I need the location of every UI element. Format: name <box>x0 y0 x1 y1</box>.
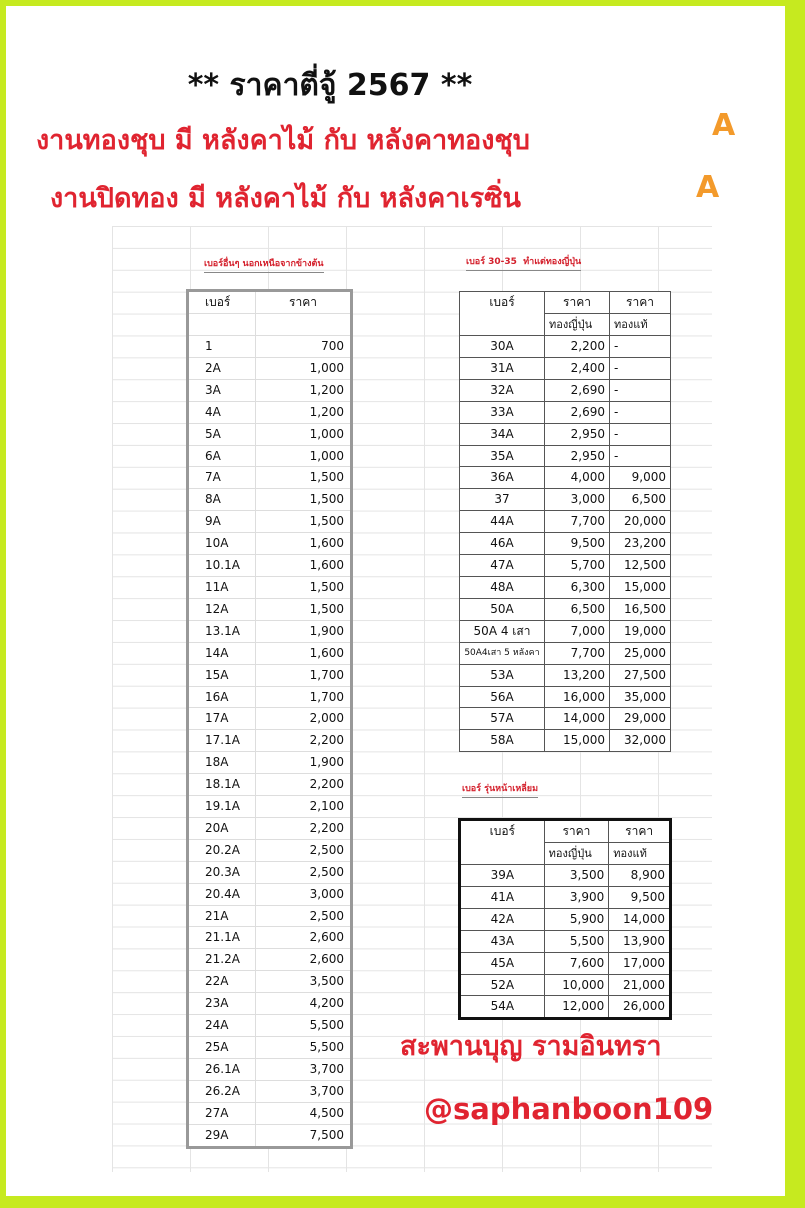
cell-number: 50A 4 เสา <box>460 620 545 642</box>
cell-number: 20.2A <box>188 839 256 861</box>
table-row <box>188 927 352 949</box>
table-header-row <box>460 820 671 843</box>
cell-number: 10A <box>188 533 256 555</box>
cell-number: 42A <box>460 908 545 930</box>
cell-number: 5A <box>188 423 256 445</box>
table-row <box>188 445 352 467</box>
cell-price: 1,500 <box>256 598 352 620</box>
cell-number: 39A <box>460 865 545 887</box>
cell-price: 1,500 <box>256 489 352 511</box>
table-header-row <box>460 292 671 314</box>
cell-price-japanese: 5,900 <box>544 908 609 930</box>
cell-number: 27A <box>188 1102 256 1124</box>
cell-price-real: - <box>610 379 671 401</box>
cell-number: 14A <box>188 642 256 664</box>
table-row <box>460 533 671 555</box>
table-row <box>188 533 352 555</box>
cell-number: 1 <box>188 336 256 358</box>
table-row <box>188 774 352 796</box>
cell-number: 23A <box>188 993 256 1015</box>
cell-price-japanese: 14,000 <box>545 708 610 730</box>
cell-price: 2,500 <box>256 839 352 861</box>
cell-price-japanese: 3,000 <box>545 489 610 511</box>
cell-number: 19.1A <box>188 796 256 818</box>
cell-price-japanese: 7,700 <box>545 642 610 664</box>
cell-price-real: 32,000 <box>610 730 671 752</box>
cell-number: 36A <box>460 467 545 489</box>
cell-price-real: 35,000 <box>610 686 671 708</box>
table-row <box>460 620 671 642</box>
table-row <box>188 511 352 533</box>
cell-number: 45A <box>460 952 545 974</box>
table-row <box>188 664 352 686</box>
cell-price: 2,200 <box>256 774 352 796</box>
cell-price-real: 8,900 <box>609 865 671 887</box>
table-row <box>188 336 352 358</box>
table-row <box>460 664 671 686</box>
cell-number: 56A <box>460 686 545 708</box>
cell-number: 25A <box>188 1037 256 1059</box>
cell-price-real: 6,500 <box>610 489 671 511</box>
cell-price: 1,700 <box>256 664 352 686</box>
cell-number: 57A <box>460 708 545 730</box>
cell-number: 50A <box>460 598 545 620</box>
cell-price-real: 9,500 <box>609 886 671 908</box>
cell-price-real: 21,000 <box>609 974 671 996</box>
cell-price-japanese: 9,500 <box>545 533 610 555</box>
table-row <box>460 511 671 533</box>
cell-price-japanese: 2,690 <box>545 379 610 401</box>
cell-price-real: 13,900 <box>609 930 671 952</box>
table-row <box>188 1015 352 1037</box>
cell-number: 16A <box>188 686 256 708</box>
header-price-japanese: ราคา <box>544 820 609 843</box>
table-row <box>460 642 671 664</box>
cell-price: 5,500 <box>256 1015 352 1037</box>
cell-number: 13.1A <box>188 620 256 642</box>
subtitle-gold-plated: งานทองชุบ มี หลังคาไม้ กับ หลังคาทองชุบ <box>36 125 530 156</box>
header-number: เบอร์ <box>188 291 256 314</box>
table-row <box>188 730 352 752</box>
table-header-row <box>188 291 352 314</box>
cell-price: 700 <box>256 336 352 358</box>
cell-price: 1,600 <box>256 555 352 577</box>
table-row <box>460 598 671 620</box>
cell-price-japanese: 3,900 <box>544 886 609 908</box>
cell-price-real: 23,200 <box>610 533 671 555</box>
table-row <box>188 861 352 883</box>
cell-price: 4,200 <box>256 993 352 1015</box>
cell-price: 1,500 <box>256 576 352 598</box>
table-row <box>188 796 352 818</box>
cell-price-real: 12,500 <box>610 555 671 577</box>
cell-price: 1,500 <box>256 511 352 533</box>
cell-number: 29A <box>188 1124 256 1147</box>
cell-number: 44A <box>460 511 545 533</box>
cell-price: 4,500 <box>256 1102 352 1124</box>
cell-price: 1,900 <box>256 620 352 642</box>
cell-number: 33A <box>460 401 545 423</box>
cell-price-japanese: 7,700 <box>545 511 610 533</box>
table-row <box>188 1037 352 1059</box>
table-row <box>188 467 352 489</box>
cell-price-japanese: 2,950 <box>545 445 610 467</box>
cell-price-japanese: 2,400 <box>545 357 610 379</box>
header-price-real: ราคา <box>609 820 671 843</box>
cell-number: 21.1A <box>188 927 256 949</box>
right-table-label-suffix: ทำแต่ทองญี่ปุ่น <box>523 257 582 267</box>
header-price: ราคา <box>256 291 352 314</box>
table-row <box>188 1124 352 1147</box>
table-row <box>188 1102 352 1124</box>
cell-price-real: 9,000 <box>610 467 671 489</box>
cell-price-real: - <box>610 336 671 358</box>
cell-number: 7A <box>188 467 256 489</box>
social-handle: @saphanboon109 <box>424 1092 714 1126</box>
table-row <box>460 908 671 930</box>
table-row <box>188 905 352 927</box>
cell-price-real: - <box>610 401 671 423</box>
cell-price: 1,000 <box>256 357 352 379</box>
table-row <box>188 555 352 577</box>
table-row <box>460 730 671 752</box>
cell-number: 6A <box>188 445 256 467</box>
cell-price-japanese: 5,700 <box>545 555 610 577</box>
cell-price: 1,200 <box>256 379 352 401</box>
cell-price-japanese: 15,000 <box>545 730 610 752</box>
cell-price-japanese: 2,200 <box>545 336 610 358</box>
header-real-gold: ทองแท้ <box>610 314 671 336</box>
page-title: ** ราคาตี่จู้ 2567 ** <box>187 68 473 103</box>
header-number: เบอร์ <box>460 820 545 865</box>
cell-number: 4A <box>188 401 256 423</box>
cell-number: 37 <box>460 489 545 511</box>
table-row <box>188 993 352 1015</box>
table-row <box>188 883 352 905</box>
cell-number: 46A <box>460 533 545 555</box>
table-row <box>460 886 671 908</box>
table-row <box>188 1058 352 1080</box>
cell-price: 3,700 <box>256 1080 352 1102</box>
cell-number: 8A <box>188 489 256 511</box>
cell-price: 1,900 <box>256 752 352 774</box>
table-row <box>188 839 352 861</box>
shop-name: สะพานบุญ รามอินทรา <box>400 1031 662 1062</box>
cell-number: 20A <box>188 817 256 839</box>
cell-price: 2,600 <box>256 927 352 949</box>
table-header-row-blank <box>188 314 352 336</box>
cell-number: 2A <box>188 357 256 379</box>
cell-number: 12A <box>188 598 256 620</box>
cell-price-japanese: 4,000 <box>545 467 610 489</box>
cell-price: 2,500 <box>256 905 352 927</box>
cell-price: 2,600 <box>256 949 352 971</box>
cell-price: 2,200 <box>256 730 352 752</box>
table-row <box>460 865 671 887</box>
cell-price-japanese: 6,500 <box>545 598 610 620</box>
cell-number: 30A <box>460 336 545 358</box>
table-row <box>460 489 671 511</box>
cell-number: 3A <box>188 379 256 401</box>
header-price-japanese: ราคา <box>545 292 610 314</box>
table-row <box>188 949 352 971</box>
cell-price-real: 16,500 <box>610 598 671 620</box>
cell-price: 1,000 <box>256 423 352 445</box>
table-row <box>460 423 671 445</box>
table-row <box>460 996 671 1019</box>
cell-price-real: - <box>610 445 671 467</box>
cell-number: 18.1A <box>188 774 256 796</box>
cell-price: 1,000 <box>256 445 352 467</box>
price-table-other-numbers <box>186 289 353 1149</box>
cell-price-japanese: 2,690 <box>545 401 610 423</box>
cell-price-real: 19,000 <box>610 620 671 642</box>
header-real-gold: ทองแท้ <box>609 843 671 865</box>
right-table-label-prefix: เบอร์ 30-35 <box>466 257 517 267</box>
cell-price-real: 20,000 <box>610 511 671 533</box>
cell-number: 24A <box>188 1015 256 1037</box>
table-row <box>460 974 671 996</box>
table-row <box>188 489 352 511</box>
table-row <box>188 817 352 839</box>
cell-price-real: 15,000 <box>610 576 671 598</box>
header-japanese-gold: ทองญี่ปุ่น <box>544 843 609 865</box>
cell-number: 15A <box>188 664 256 686</box>
cell-price: 1,500 <box>256 467 352 489</box>
cell-number: 11A <box>188 576 256 598</box>
cell-price-real: 14,000 <box>609 908 671 930</box>
cell-price-japanese: 3,500 <box>544 865 609 887</box>
cell-price-real: - <box>610 423 671 445</box>
cell-number: 22A <box>188 971 256 993</box>
cell-number: 35A <box>460 445 545 467</box>
table-row <box>188 1080 352 1102</box>
table-row <box>188 379 352 401</box>
table-row <box>460 445 671 467</box>
right-table-label <box>466 254 581 271</box>
table-row <box>460 379 671 401</box>
cell-number: 41A <box>460 886 545 908</box>
cell-number: 48A <box>460 576 545 598</box>
cell-price-japanese: 2,950 <box>545 423 610 445</box>
cell-price-japanese: 12,000 <box>544 996 609 1019</box>
table-row <box>188 576 352 598</box>
cell-price-real: 17,000 <box>609 952 671 974</box>
price-table-square-face <box>458 818 672 1020</box>
cell-price: 1,200 <box>256 401 352 423</box>
cell-price: 1,600 <box>256 533 352 555</box>
cell-price-japanese: 5,500 <box>544 930 609 952</box>
cell-price: 7,500 <box>256 1124 352 1147</box>
cell-price-japanese: 7,600 <box>544 952 609 974</box>
cell-number: 9A <box>188 511 256 533</box>
table-row <box>188 971 352 993</box>
grade-badge: A <box>712 108 736 143</box>
cell-price-japanese: 16,000 <box>545 686 610 708</box>
cell-price-real: - <box>610 357 671 379</box>
cell-number: 26.1A <box>188 1058 256 1080</box>
cell-price: 3,000 <box>256 883 352 905</box>
cell-price-real: 27,500 <box>610 664 671 686</box>
cell-price: 2,100 <box>256 796 352 818</box>
cell-price: 2,200 <box>256 817 352 839</box>
cell-number: 10.1A <box>188 555 256 577</box>
header-japanese-gold: ทองญี่ปุ่น <box>545 314 610 336</box>
header-price-real: ราคา <box>610 292 671 314</box>
cell-number: 54A <box>460 996 545 1019</box>
cell-price-real: 25,000 <box>610 642 671 664</box>
cell-number: 20.3A <box>188 861 256 883</box>
table-row <box>188 423 352 445</box>
cell-price: 3,500 <box>256 971 352 993</box>
cell-price: 5,500 <box>256 1037 352 1059</box>
price-table-30-58 <box>459 291 671 752</box>
cell-price: 1,700 <box>256 686 352 708</box>
table-row <box>460 686 671 708</box>
table-row <box>460 952 671 974</box>
cell-price-japanese: 10,000 <box>544 974 609 996</box>
cell-number: 21.2A <box>188 949 256 971</box>
cell-number: 31A <box>460 357 545 379</box>
table-row <box>460 401 671 423</box>
table-row <box>460 336 671 358</box>
table-row <box>460 357 671 379</box>
cell-number: 21A <box>188 905 256 927</box>
cell-number: 32A <box>460 379 545 401</box>
table-row <box>460 576 671 598</box>
left-table-label: เบอร์อื่นๆ นอกเหนือจากข้างต้น <box>204 256 324 273</box>
cell-price-japanese: 13,200 <box>545 664 610 686</box>
cell-number: 18A <box>188 752 256 774</box>
cell-number: 34A <box>460 423 545 445</box>
cell-number: 53A <box>460 664 545 686</box>
cell-price: 2,500 <box>256 861 352 883</box>
table-row <box>188 620 352 642</box>
grade-badge: A <box>696 170 720 205</box>
table-row <box>460 467 671 489</box>
cell-price-japanese: 6,300 <box>545 576 610 598</box>
subtitle-gold-leaf: งานปิดทอง มี หลังคาไม้ กับ หลังคาเรซิ่น <box>50 183 521 214</box>
table-row <box>188 642 352 664</box>
cell-number: 20.4A <box>188 883 256 905</box>
cell-number: 43A <box>460 930 545 952</box>
header-number: เบอร์ <box>460 292 545 336</box>
table-row <box>188 357 352 379</box>
cell-price-japanese: 7,000 <box>545 620 610 642</box>
cell-price: 1,600 <box>256 642 352 664</box>
table-row <box>460 930 671 952</box>
cell-price-real: 26,000 <box>609 996 671 1019</box>
cell-price: 3,700 <box>256 1058 352 1080</box>
table-row <box>188 708 352 730</box>
cell-number: 58A <box>460 730 545 752</box>
cell-number: 52A <box>460 974 545 996</box>
table-row <box>460 708 671 730</box>
cell-price: 2,000 <box>256 708 352 730</box>
table-row <box>188 401 352 423</box>
cell-number: 17.1A <box>188 730 256 752</box>
cell-number: 50A4เสา 5 หลังคา <box>460 642 545 664</box>
cell-number: 17A <box>188 708 256 730</box>
cell-number: 26.2A <box>188 1080 256 1102</box>
table-row <box>188 598 352 620</box>
face-table-label: เบอร์ รุ่นหน้าเหลี่ยม <box>462 781 538 798</box>
table-row <box>460 555 671 577</box>
table-row <box>188 686 352 708</box>
cell-price-real: 29,000 <box>610 708 671 730</box>
table-row <box>188 752 352 774</box>
cell-number: 47A <box>460 555 545 577</box>
